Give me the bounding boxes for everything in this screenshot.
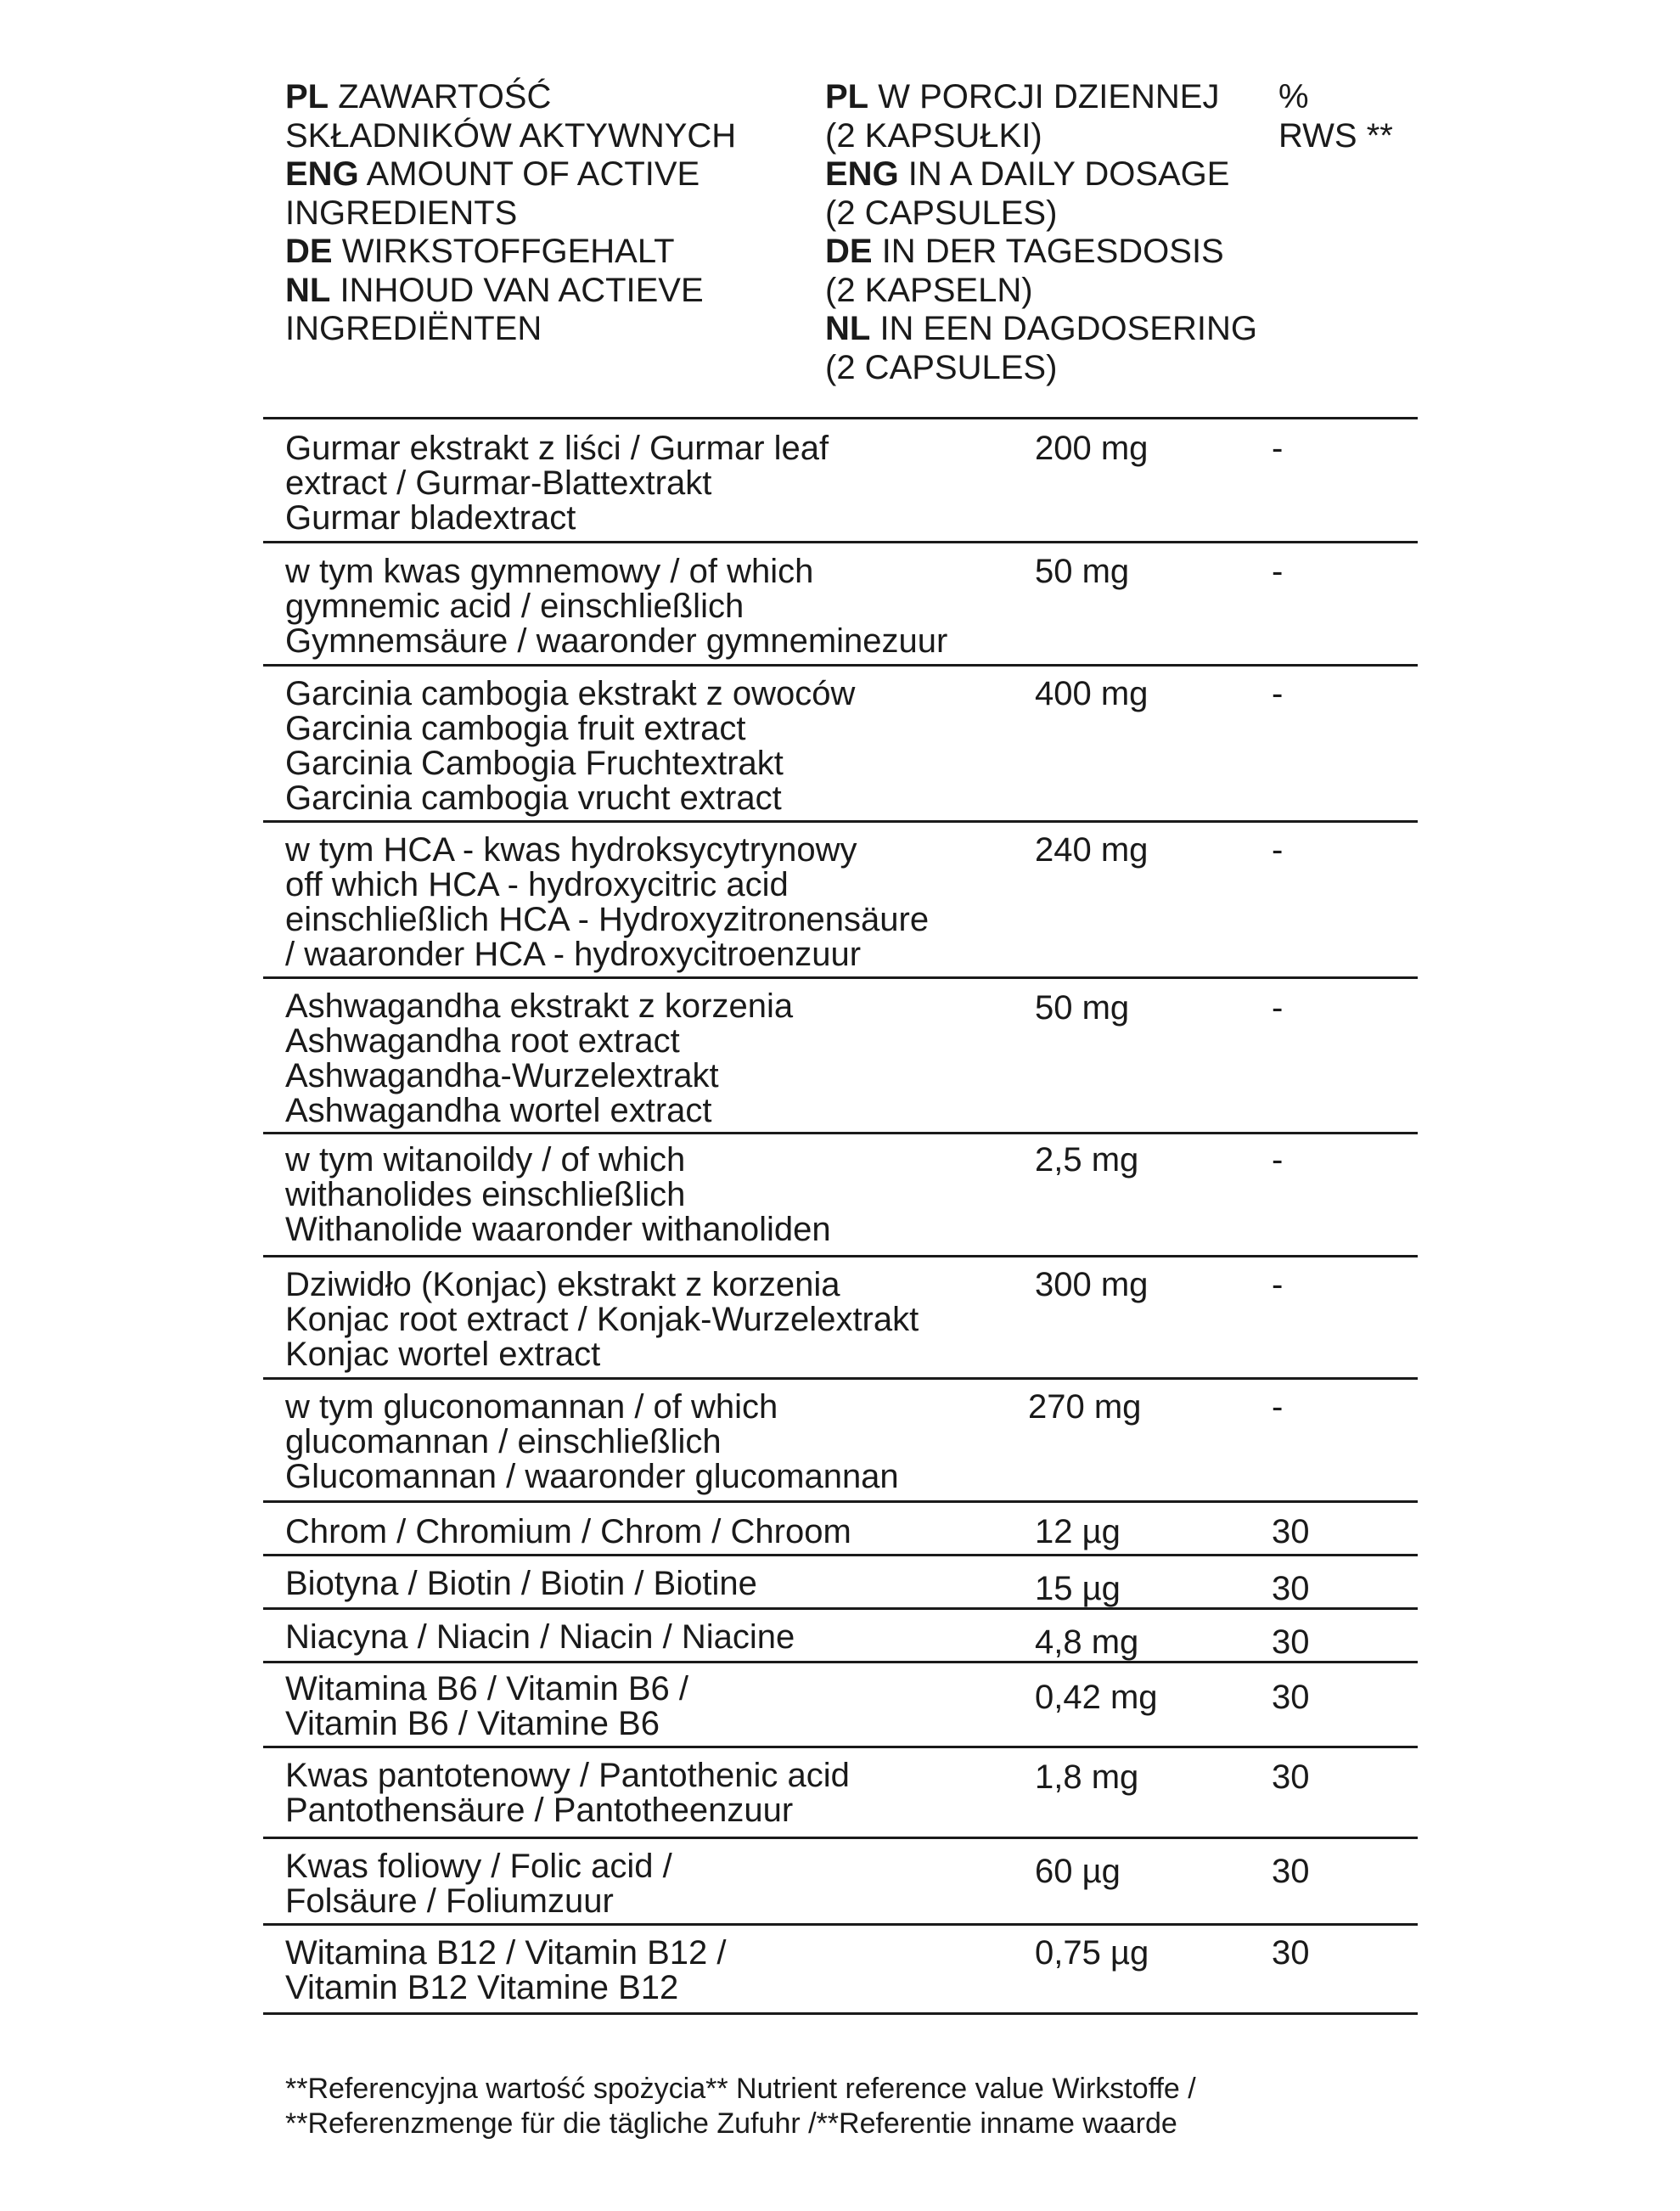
footnote-line: **Referencyjna wartość spożycia** Nutrient reference value Wirkstoffe / bbox=[285, 2073, 1196, 2105]
header-daily-dose bbox=[825, 78, 1267, 387]
header-line: (2 KAPSELN) bbox=[825, 271, 1033, 309]
ingredient-rws: 30 bbox=[1272, 1758, 1310, 1796]
ingredient-name-line: withanolides einschließlich bbox=[285, 1176, 686, 1213]
ingredient-name-line: Gurmar bladextract bbox=[285, 499, 576, 537]
ingredient-rws: 30 bbox=[1272, 1623, 1310, 1661]
ingredient-name-line: Gymnemsäure / waaronder gymneminezuur bbox=[285, 622, 948, 660]
ingredient-name bbox=[285, 554, 947, 659]
ingredient-name bbox=[285, 1936, 727, 2006]
ingredient-amount: 50 mg bbox=[1035, 553, 1130, 590]
header-line: (2 KAPSUŁKI) bbox=[825, 116, 1042, 155]
ingredient-name-line: Withanolide waaronder withanoliden bbox=[285, 1211, 831, 1248]
table-row bbox=[263, 1923, 1418, 2015]
ingredient-amount: 300 mg bbox=[1035, 1266, 1149, 1303]
ingredient-name-line: Garcinia cambogia ekstrakt z owoców bbox=[285, 675, 856, 712]
ingredient-name-line: Kwas foliowy / Folic acid / bbox=[285, 1848, 672, 1885]
ingredient-name-line: Chrom / Chromium / Chrom / Chroom bbox=[285, 1513, 851, 1550]
ingredient-name bbox=[285, 1672, 688, 1741]
ingredient-name-line: Vitamin B12 Vitamine B12 bbox=[285, 1969, 679, 2006]
header-line: (2 CAPSULES) bbox=[825, 194, 1058, 232]
ingredient-name-line: Niacyna / Niacin / Niacin / Niacine bbox=[285, 1618, 795, 1656]
header-line: % bbox=[1278, 78, 1309, 115]
ingredient-name-line: Garcinia cambogia vrucht extract bbox=[285, 779, 782, 817]
ingredient-amount: 50 mg bbox=[1035, 989, 1130, 1027]
ingredient-name-line: w tym gluconomannan / of which bbox=[285, 1388, 778, 1426]
header-line: INGREDIËNTEN bbox=[285, 310, 542, 347]
ingredient-name-line: gymnemic acid / einschließlich bbox=[285, 588, 744, 625]
ingredient-name bbox=[285, 1390, 899, 1494]
header-line: PL ZAWARTOŚĆ bbox=[285, 78, 552, 115]
header-ingredients bbox=[285, 78, 812, 349]
table-row bbox=[263, 1500, 1418, 1554]
ingredient-name-line: Gurmar ekstrakt z liści / Gurmar leaf bbox=[285, 430, 829, 467]
ingredient-name-line: Ashwagandha-Wurzelextrakt bbox=[285, 1057, 719, 1094]
ingredient-amount: 12 µg bbox=[1035, 1513, 1121, 1550]
table-row bbox=[263, 1255, 1418, 1377]
ingredient-amount: 1,8 mg bbox=[1035, 1758, 1139, 1796]
table-row bbox=[263, 1837, 1418, 1923]
header-line: RWS ** bbox=[1278, 116, 1393, 155]
footnote bbox=[285, 2072, 1474, 2141]
ingredient-amount: 240 mg bbox=[1035, 831, 1149, 869]
header-line: (2 CAPSULES) bbox=[825, 348, 1058, 386]
ingredient-name-line: Dziwidło (Konjac) ekstrakt z korzenia bbox=[285, 1266, 840, 1303]
ingredients-table bbox=[263, 417, 1418, 2015]
ingredient-name-line: / waaronder HCA - hydroxycitroenzuur bbox=[285, 936, 862, 973]
ingredient-rws: 30 bbox=[1272, 1513, 1310, 1550]
ingredient-name-line: Vitamin B6 / Vitamine B6 bbox=[285, 1705, 660, 1742]
table-row bbox=[263, 1607, 1418, 1661]
ingredient-name bbox=[285, 1849, 672, 1919]
ingredient-name bbox=[285, 1620, 795, 1655]
ingredient-name bbox=[285, 989, 793, 1128]
ingredient-rws: 30 bbox=[1272, 1570, 1310, 1607]
ingredient-rws: - bbox=[1272, 430, 1284, 467]
ingredient-name-line: Biotyna / Biotin / Biotin / Biotine bbox=[285, 1565, 757, 1602]
ingredient-name-line: Witamina B6 / Vitamin B6 / bbox=[285, 1670, 688, 1707]
header-line: PL W PORCJI DZIENNEJ bbox=[825, 78, 1220, 115]
ingredient-name-line: Ashwagandha root extract bbox=[285, 1022, 680, 1060]
ingredient-rws: - bbox=[1272, 1141, 1284, 1179]
table-header bbox=[285, 78, 1423, 384]
header-line: NL IN EEN DAGDOSERING bbox=[825, 310, 1257, 347]
header-line: ENG AMOUNT OF ACTIVE bbox=[285, 155, 700, 193]
header-line: DE IN DER TAGESDOSIS bbox=[825, 233, 1224, 270]
ingredient-name bbox=[285, 1758, 850, 1828]
ingredient-amount: 200 mg bbox=[1035, 430, 1149, 467]
ingredient-name-line: Ashwagandha wortel extract bbox=[285, 1092, 712, 1129]
ingredient-name-line: einschließlich HCA - Hydroxyzitronensäure bbox=[285, 901, 930, 938]
table-row bbox=[263, 1661, 1418, 1746]
ingredient-rws: - bbox=[1272, 989, 1284, 1027]
ingredient-rws: 30 bbox=[1272, 1853, 1310, 1890]
table-row bbox=[263, 976, 1418, 1132]
ingredient-name-line: Witamina B12 / Vitamin B12 / bbox=[285, 1934, 727, 1972]
ingredient-amount: 400 mg bbox=[1035, 675, 1149, 712]
ingredient-name-line: extract / Gurmar-Blattextrakt bbox=[285, 464, 712, 502]
ingredient-amount: 0,42 mg bbox=[1035, 1679, 1158, 1716]
table-row bbox=[263, 417, 1418, 541]
table-row bbox=[263, 1377, 1418, 1500]
ingredient-name-line: Kwas pantotenowy / Pantothenic acid bbox=[285, 1757, 850, 1794]
ingredient-amount: 60 µg bbox=[1035, 1853, 1121, 1890]
header-line: INGREDIENTS bbox=[285, 194, 518, 232]
ingredient-name-line: w tym witanoildy / of which bbox=[285, 1141, 686, 1179]
ingredient-name bbox=[285, 833, 929, 972]
table-row bbox=[263, 1132, 1418, 1255]
ingredient-rws: - bbox=[1272, 553, 1284, 590]
table-row bbox=[263, 541, 1418, 664]
ingredient-rws: - bbox=[1272, 1388, 1284, 1426]
ingredient-name bbox=[285, 677, 855, 816]
table-row bbox=[263, 664, 1418, 820]
ingredient-name-line: off which HCA - hydroxycitric acid bbox=[285, 866, 789, 903]
header-line: NL INHOUD VAN ACTIEVE bbox=[285, 271, 704, 309]
footnote-line: **Referenzmenge für die tägliche Zufuhr /**Referentie inname waarde bbox=[285, 2107, 1177, 2140]
ingredient-name-line: Garcinia cambogia fruit extract bbox=[285, 710, 746, 747]
ingredient-amount: 4,8 mg bbox=[1035, 1623, 1139, 1661]
table-row bbox=[263, 820, 1418, 976]
ingredient-amount: 2,5 mg bbox=[1035, 1141, 1139, 1179]
ingredient-name-line: Konjac root extract / Konjak-Wurzelextrakt bbox=[285, 1301, 919, 1338]
ingredient-name-line: w tym kwas gymnemowy / of which bbox=[285, 553, 814, 590]
ingredient-name-line: Glucomannan / waaronder glucomannan bbox=[285, 1458, 899, 1495]
ingredient-rws: 30 bbox=[1272, 1934, 1310, 1972]
table-row bbox=[263, 1554, 1418, 1607]
ingredient-name-line: glucomannan / einschließlich bbox=[285, 1423, 722, 1460]
ingredient-rws: - bbox=[1272, 831, 1284, 869]
ingredient-name-line: Konjac wortel extract bbox=[285, 1336, 601, 1373]
ingredient-amount: 15 µg bbox=[1035, 1570, 1121, 1607]
header-line: DE WIRKSTOFFGEHALT bbox=[285, 233, 675, 270]
ingredient-rws: 30 bbox=[1272, 1679, 1310, 1716]
ingredient-amount: 0,75 µg bbox=[1035, 1934, 1149, 1972]
table-row bbox=[263, 1746, 1418, 1837]
ingredient-name bbox=[285, 1515, 851, 1550]
header-line: SKŁADNIKÓW AKTYWNYCH bbox=[285, 116, 737, 155]
ingredient-rws: - bbox=[1272, 1266, 1284, 1303]
ingredient-name-line: w tym HCA - kwas hydroksycytrynowy bbox=[285, 831, 857, 869]
ingredient-rws: - bbox=[1272, 675, 1284, 712]
ingredient-name bbox=[285, 1143, 831, 1247]
ingredient-name-line: Ashwagandha ekstrakt z korzenia bbox=[285, 987, 794, 1025]
ingredient-name-line: Pantothensäure / Pantotheenzuur bbox=[285, 1792, 794, 1829]
header-rws bbox=[1278, 78, 1414, 155]
ingredient-name bbox=[285, 1268, 919, 1372]
ingredient-name-line: Garcinia Cambogia Fruchtextrakt bbox=[285, 745, 784, 782]
header-line: ENG IN A DAILY DOSAGE bbox=[825, 155, 1230, 193]
ingredient-name bbox=[285, 431, 829, 536]
ingredient-amount: 270 mg bbox=[1028, 1388, 1142, 1426]
ingredient-name-line: Folsäure / Foliumzuur bbox=[285, 1882, 614, 1920]
ingredient-name bbox=[285, 1567, 757, 1601]
